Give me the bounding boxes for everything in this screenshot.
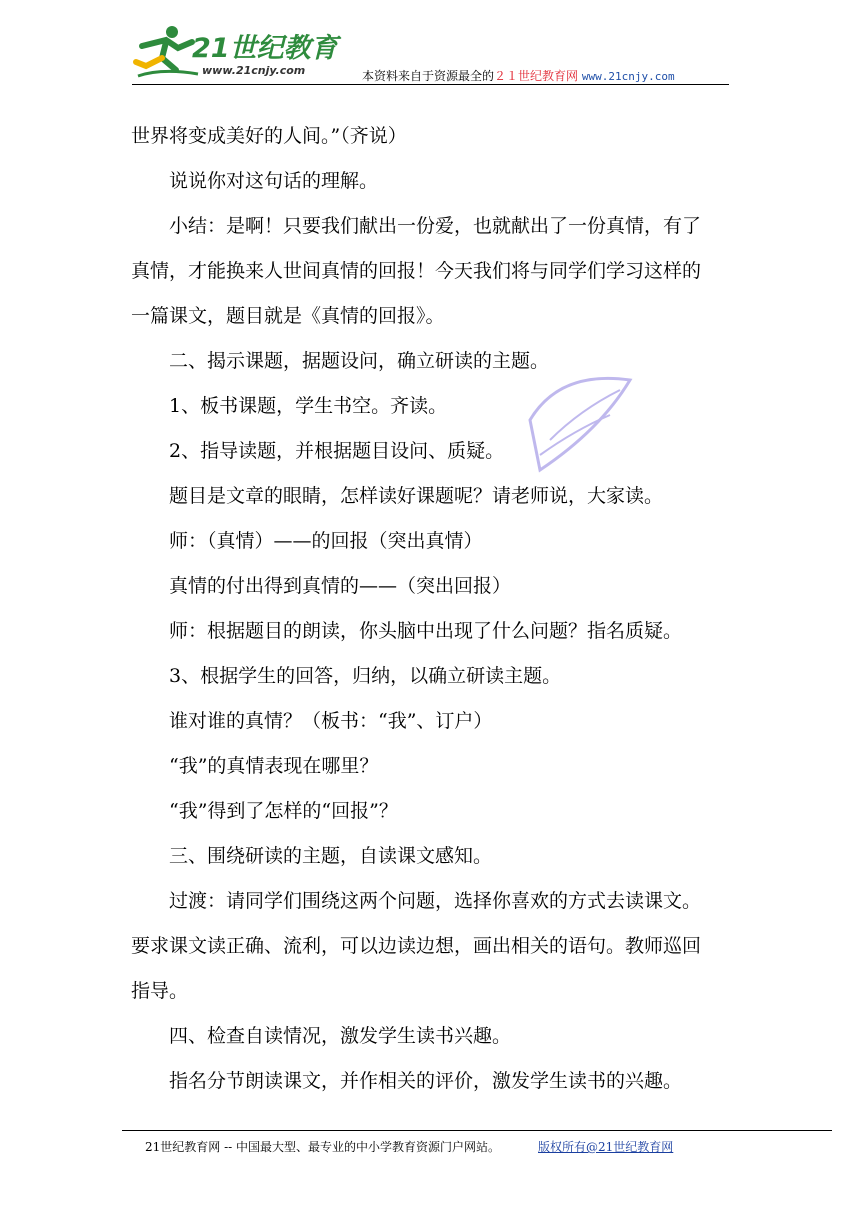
paragraph: 过渡：请同学们围绕这两个问题，选择你喜欢的方式去读课文。	[169, 890, 702, 912]
section-heading: 四、检查自读情况，激发学生读书兴趣。	[169, 1025, 512, 1047]
page-footer	[145, 1138, 673, 1155]
paragraph: 要求课文读正确、流利，可以边读边想，画出相关的语句。教师巡回	[131, 935, 702, 957]
site-logo[interactable]	[132, 24, 342, 80]
watermark-icon	[520, 360, 640, 480]
paragraph: “我”得到了怎样的“回报”？	[169, 800, 398, 822]
page-header	[132, 22, 728, 86]
paragraph: 说说你对这句话的理解。	[169, 170, 379, 192]
paragraph: 指导。	[131, 980, 189, 1002]
paragraph: 一篇课文，题目就是《真情的回报》。	[131, 305, 445, 327]
section-heading: 三、围绕研读的主题，自读课文感知。	[169, 845, 493, 867]
paragraph: 指名分节朗读课文，并作相关的评价，激发学生读书的兴趣。	[169, 1070, 683, 1092]
paragraph: 世界将变成美好的人间。”（齐说）	[131, 125, 407, 147]
header-divider	[132, 84, 729, 85]
paragraph: 师：（真情）——的回报（突出真情）	[169, 530, 483, 552]
paragraph: 1、板书课题，学生书空。齐读。	[169, 395, 448, 417]
header-source-note	[362, 67, 675, 84]
document-body	[131, 114, 731, 1104]
section-heading: 二、揭示课题，据题设问，确立研读的主题。	[169, 350, 550, 372]
footer-copyright-link[interactable]: 版权所有@21世纪教育网	[538, 1140, 674, 1154]
logo-title: 21世纪教育	[192, 33, 338, 64]
footer-divider	[122, 1130, 832, 1131]
header-prefix: 本资料来自于资源最全的	[362, 69, 495, 83]
paragraph: 真情的付出得到真情的——（突出回报）	[169, 575, 512, 597]
header-url-link[interactable]: www.21cnjy.com	[581, 70, 675, 83]
logo-url: www.21cnjy.com	[202, 64, 306, 77]
header-site-name[interactable]: ２１世纪教育网	[494, 69, 579, 83]
paragraph: 题目是文章的眼睛，怎样读好课题呢？请老师说，大家读。	[169, 485, 664, 507]
paragraph: 谁对谁的真情？（板书：“我”、订户）	[169, 710, 493, 732]
paragraph: 3、根据学生的回答，归纳，以确立研读主题。	[169, 665, 562, 687]
paragraph: 小结：是啊！只要我们献出一份爱，也就献出了一份真情，有了	[169, 215, 702, 237]
footer-text: 21世纪教育网 -- 中国最大型、最专业的中小学教育资源门户网站。	[145, 1140, 501, 1154]
paragraph: 师：根据题目的朗读，你头脑中出现了什么问题？指名质疑。	[169, 620, 683, 642]
paragraph: 2、指导读题，并根据题目设问、质疑。	[169, 440, 505, 462]
paragraph: “我”的真情表现在哪里？	[169, 755, 379, 777]
paragraph: 真情，才能换来人世间真情的回报！今天我们将与同学们学习这样的	[131, 260, 702, 282]
